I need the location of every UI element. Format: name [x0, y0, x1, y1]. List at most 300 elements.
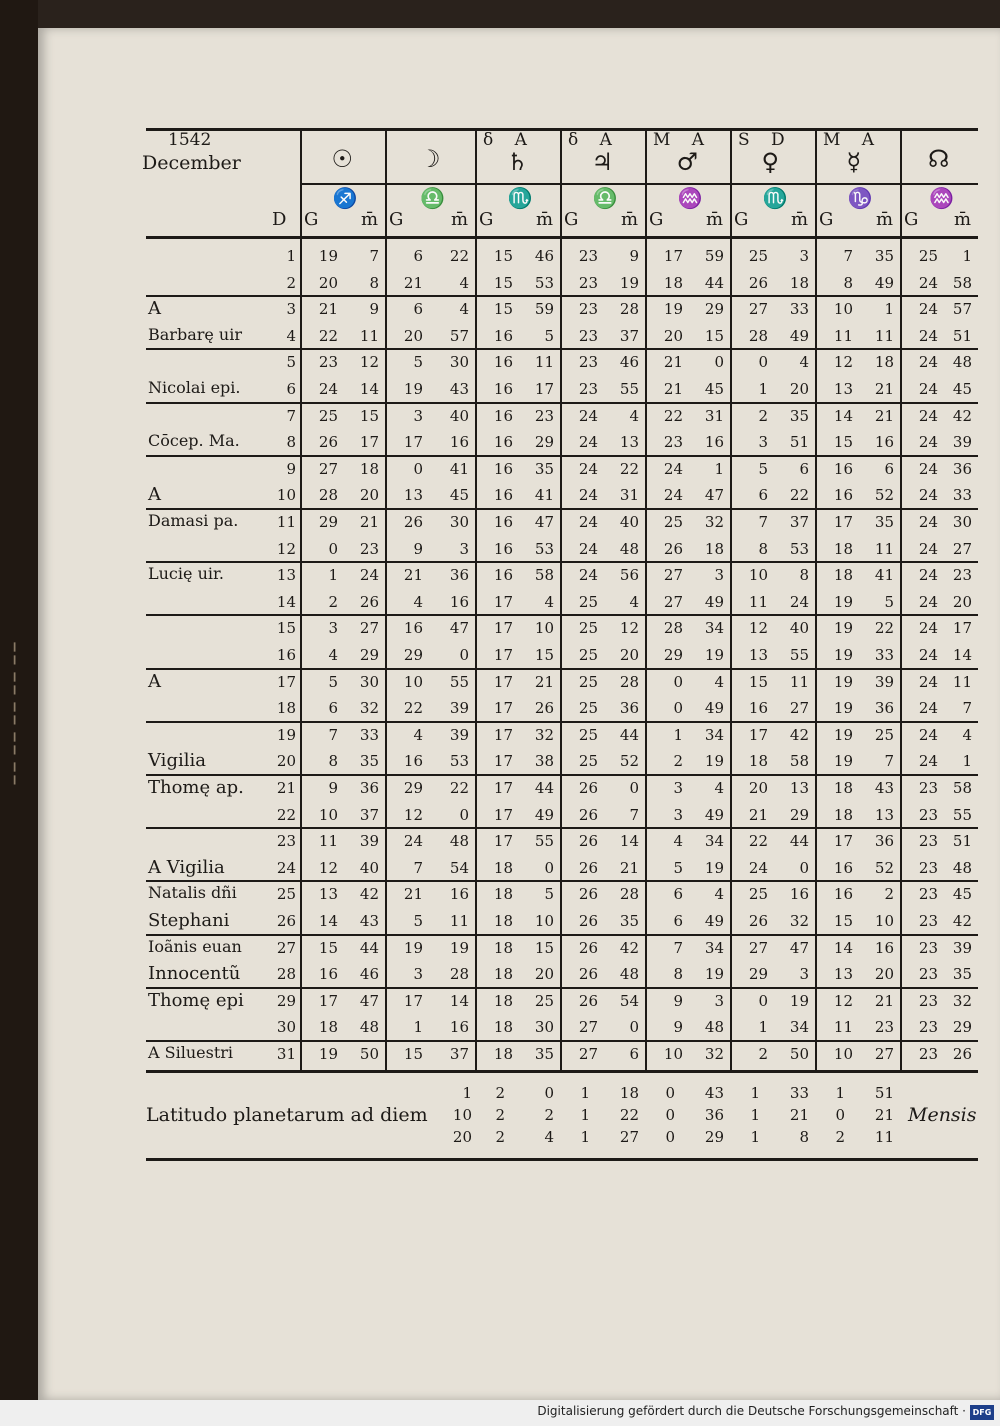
minutes-value: 16	[449, 885, 469, 904]
day-number: 12	[276, 539, 296, 558]
minutes-value: 44	[619, 725, 639, 744]
degrees-value: 17	[493, 779, 513, 797]
degrees-value: 26	[578, 858, 598, 877]
minutes-value: 52	[874, 858, 894, 877]
minutes-value: 40	[449, 406, 469, 425]
minutes-value: 23	[952, 566, 972, 585]
degrees-value: 24	[918, 300, 938, 319]
degrees-value: 5	[413, 353, 423, 372]
degrees-value: 18	[318, 1018, 338, 1037]
degrees-value: 16	[493, 459, 513, 478]
day-number: 31	[276, 1045, 296, 1063]
degrees-value: 6	[328, 699, 338, 718]
degrees-value: 17	[403, 991, 423, 1010]
minutes-value: 57	[449, 326, 469, 345]
minutes-value: 41	[874, 566, 894, 585]
minutes-value: 20	[874, 965, 894, 984]
feast-label: Damasi pa.	[148, 511, 239, 530]
day-number: 19	[276, 725, 296, 744]
latitude-minutes: 8	[799, 1127, 809, 1146]
degrees-value: 8	[673, 965, 683, 984]
minutes-value: 12	[359, 353, 379, 372]
degrees-value: 25	[578, 592, 598, 611]
minutes-value: 14	[619, 832, 639, 851]
unit-degree-label: G	[904, 209, 919, 230]
minutes-value: 19	[704, 858, 724, 877]
minutes-value: 7	[629, 805, 639, 824]
row-group-rule	[146, 774, 978, 776]
degrees-value: 24	[578, 513, 598, 531]
degrees-value: 15	[748, 672, 768, 691]
minutes-value: 30	[952, 513, 972, 531]
day-number: 22	[276, 805, 296, 824]
degrees-value: 16	[318, 965, 338, 984]
degrees-value: 24	[918, 433, 938, 452]
latitude-minutes: 51	[874, 1083, 894, 1102]
minutes-value: 8	[369, 273, 379, 292]
degrees-value: 4	[328, 646, 338, 664]
feast-label: A	[148, 670, 161, 692]
minutes-value: 35	[534, 1045, 554, 1063]
minutes-value: 5	[544, 326, 554, 345]
day-number: 17	[276, 672, 296, 691]
minutes-value: 38	[534, 752, 554, 771]
latitude-degrees: 1	[580, 1083, 590, 1102]
minutes-value: 19	[704, 752, 724, 771]
day-number: 8	[286, 433, 296, 452]
minutes-value: 16	[449, 592, 469, 611]
degrees-value: 19	[318, 1045, 338, 1063]
degrees-value: 29	[318, 513, 338, 531]
degrees-value: 7	[843, 247, 853, 265]
minutes-value: 15	[534, 646, 554, 664]
minutes-value: 1	[962, 752, 972, 771]
degrees-value: 2	[673, 752, 683, 771]
minutes-value: 10	[534, 619, 554, 638]
minutes-value: 20	[952, 592, 972, 611]
planet-symbol-icon: ♀	[761, 148, 780, 176]
minutes-value: 45	[952, 380, 972, 398]
degrees-value: 24	[748, 858, 768, 877]
minutes-value: 4	[459, 300, 469, 319]
minutes-value: 11	[874, 326, 894, 345]
zodiac-sign-icon: ♒	[929, 186, 954, 210]
rule-table-end	[146, 1070, 978, 1073]
minutes-value: 3	[799, 965, 809, 984]
degrees-value: 24	[918, 513, 938, 531]
minutes-value: 53	[789, 539, 809, 558]
minutes-value: 14	[952, 646, 972, 664]
degrees-value: 23	[578, 353, 598, 372]
degrees-value: 25	[578, 619, 598, 638]
degrees-value: 17	[493, 592, 513, 611]
degrees-value: 18	[493, 991, 513, 1010]
minutes-value: 16	[874, 433, 894, 452]
minutes-value: 51	[952, 832, 972, 851]
minutes-value: 33	[874, 646, 894, 664]
degrees-value: 17	[493, 619, 513, 638]
column-divider	[560, 131, 562, 1071]
degrees-value: 22	[403, 699, 423, 718]
degrees-value: 23	[918, 912, 938, 930]
unit-minute-label: m̄	[451, 209, 469, 230]
minutes-value: 27	[952, 539, 972, 558]
minutes-value: 48	[952, 353, 972, 372]
degrees-value: 20	[663, 326, 683, 345]
minutes-value: 32	[534, 725, 554, 744]
row-group-rule	[146, 455, 978, 457]
minutes-value: 40	[789, 619, 809, 638]
feast-label: A	[148, 298, 161, 320]
degrees-value: 24	[918, 646, 938, 664]
degrees-value: 24	[918, 273, 938, 292]
day-number: 15	[276, 619, 296, 638]
minutes-value: 47	[704, 486, 724, 505]
degrees-value: 2	[758, 406, 768, 425]
aspect-label: M A	[823, 130, 883, 150]
degrees-value: 24	[578, 566, 598, 585]
degrees-value: 21	[318, 300, 338, 319]
minutes-value: 5	[884, 592, 894, 611]
degrees-value: 3	[413, 406, 423, 425]
degrees-value: 2	[758, 1045, 768, 1063]
minutes-value: 55	[619, 380, 639, 398]
minutes-value: 29	[704, 300, 724, 319]
degrees-value: 26	[748, 912, 768, 930]
minutes-value: 11	[789, 672, 809, 691]
degrees-value: 23	[918, 858, 938, 877]
minutes-value: 21	[534, 672, 554, 691]
unit-degree-label: G	[389, 209, 404, 230]
degrees-value: 23	[578, 380, 598, 398]
degrees-value: 26	[578, 805, 598, 824]
degrees-value: 23	[663, 433, 683, 452]
planet-symbol-icon: ☽	[419, 145, 441, 173]
degrees-value: 22	[663, 406, 683, 425]
degrees-value: 4	[413, 592, 423, 611]
minutes-value: 7	[369, 247, 379, 265]
minutes-value: 19	[449, 938, 469, 957]
degrees-value: 6	[413, 300, 423, 319]
degrees-value: 16	[833, 885, 853, 904]
minutes-value: 53	[534, 539, 554, 558]
minutes-value: 48	[619, 539, 639, 558]
feast-label: A Vigilia	[148, 856, 225, 878]
minutes-value: 13	[789, 779, 809, 797]
degrees-value: 16	[493, 406, 513, 425]
degrees-value: 15	[493, 300, 513, 319]
degrees-value: 21	[403, 273, 423, 292]
footer-bar	[0, 1400, 1000, 1426]
minutes-value: 50	[789, 1045, 809, 1063]
degrees-value: 23	[918, 805, 938, 824]
minutes-value: 7	[962, 699, 972, 718]
minutes-value: 44	[534, 779, 554, 797]
degrees-value: 21	[403, 885, 423, 904]
latitude-minutes: 22	[619, 1105, 639, 1124]
degrees-value: 24	[578, 486, 598, 505]
day-number: 9	[286, 459, 296, 478]
latitude-degrees: 0	[835, 1105, 845, 1124]
latitude-minutes: 43	[704, 1083, 724, 1102]
minutes-value: 52	[874, 486, 894, 505]
latitude-degrees: 1	[750, 1105, 760, 1124]
degrees-value: 28	[318, 486, 338, 505]
minutes-value: 29	[952, 1018, 972, 1037]
day-number: 11	[276, 513, 296, 531]
degrees-value: 12	[318, 858, 338, 877]
degrees-value: 24	[318, 380, 338, 398]
day-number: 27	[276, 938, 296, 957]
minutes-value: 36	[874, 832, 894, 851]
minutes-value: 42	[619, 938, 639, 957]
minutes-value: 29	[359, 646, 379, 664]
latitude-degrees: 0	[665, 1083, 675, 1102]
degrees-value: 16	[833, 486, 853, 505]
degrees-value: 20	[748, 779, 768, 797]
day-number: 14	[276, 592, 296, 611]
minutes-value: 24	[789, 592, 809, 611]
latitude-day: 1	[462, 1083, 472, 1102]
footer-credit: Digitalisierung gefördert durch die Deutsche Forschungsgemeinschaft ·	[537, 1404, 966, 1418]
day-number: 24	[276, 858, 296, 877]
degrees-value: 10	[318, 805, 338, 824]
aspect-label: M A	[653, 130, 713, 150]
minutes-value: 28	[449, 965, 469, 984]
minutes-value: 34	[789, 1018, 809, 1037]
column-divider	[645, 131, 647, 1071]
minutes-value: 11	[952, 672, 972, 691]
degrees-value: 17	[748, 725, 768, 744]
minutes-value: 26	[952, 1045, 972, 1063]
minutes-value: 33	[952, 486, 972, 505]
minutes-value: 31	[704, 406, 724, 425]
day-number: 3	[286, 300, 296, 319]
minutes-value: 5	[544, 885, 554, 904]
degrees-value: 10	[663, 1045, 683, 1063]
degrees-value: 10	[403, 672, 423, 691]
degrees-value: 9	[673, 1018, 683, 1037]
degrees-value: 24	[578, 539, 598, 558]
feast-label: Innocentũ	[148, 963, 241, 985]
minutes-value: 28	[619, 672, 639, 691]
degrees-value: 24	[578, 433, 598, 452]
minutes-value: 17	[359, 433, 379, 452]
degrees-value: 25	[578, 752, 598, 771]
degrees-value: 9	[328, 779, 338, 797]
minutes-value: 18	[789, 273, 809, 292]
latitude-minutes: 36	[704, 1105, 724, 1124]
minutes-value: 35	[874, 513, 894, 531]
minutes-value: 34	[704, 619, 724, 638]
degrees-value: 12	[833, 991, 853, 1010]
degrees-value: 28	[748, 326, 768, 345]
degrees-value: 28	[663, 619, 683, 638]
day-number: 4	[286, 326, 296, 345]
degrees-value: 25	[318, 406, 338, 425]
minutes-value: 49	[704, 699, 724, 718]
latitude-minutes: 0	[544, 1083, 554, 1102]
degrees-value: 11	[748, 592, 768, 611]
feast-label: Nicolai epi.	[148, 378, 241, 397]
degrees-value: 16	[403, 752, 423, 771]
aspect-label: δ A	[568, 130, 620, 150]
degrees-value: 20	[318, 273, 338, 292]
feast-label: Barbarę uir	[148, 324, 242, 344]
latitude-degrees: 1	[835, 1083, 845, 1102]
minutes-value: 55	[789, 646, 809, 664]
degrees-value: 24	[918, 459, 938, 478]
row-group-rule	[146, 880, 978, 882]
degrees-value: 25	[578, 672, 598, 691]
degrees-value: 16	[493, 513, 513, 531]
minutes-value: 25	[534, 991, 554, 1010]
feast-label: Stephani	[148, 910, 230, 931]
degrees-value: 18	[493, 885, 513, 904]
degrees-value: 27	[578, 1018, 598, 1037]
book-spine	[0, 0, 38, 1426]
minutes-value: 14	[359, 380, 379, 398]
degrees-value: 26	[578, 832, 598, 851]
minutes-value: 16	[874, 938, 894, 957]
minutes-value: 34	[704, 938, 724, 957]
minutes-value: 3	[799, 247, 809, 265]
minutes-value: 49	[789, 326, 809, 345]
degrees-value: 23	[918, 1018, 938, 1037]
minutes-value: 55	[952, 805, 972, 824]
minutes-value: 53	[534, 273, 554, 292]
row-group-rule	[146, 348, 978, 350]
degrees-value: 18	[833, 539, 853, 558]
latitude-degrees: 1	[580, 1105, 590, 1124]
degrees-value: 17	[493, 725, 513, 744]
degrees-value: 25	[748, 885, 768, 904]
row-group-rule	[146, 1040, 978, 1042]
degrees-value: 17	[493, 699, 513, 718]
minutes-value: 1	[962, 247, 972, 265]
minutes-value: 1	[884, 300, 894, 319]
degrees-value: 26	[578, 779, 598, 797]
minutes-value: 30	[359, 672, 379, 691]
day-number: 28	[276, 965, 296, 984]
minutes-value: 36	[874, 699, 894, 718]
degrees-value: 19	[833, 725, 853, 744]
minutes-value: 16	[789, 885, 809, 904]
planet-symbol-icon: ♄	[506, 148, 529, 176]
latitude-minutes: 2	[544, 1105, 554, 1124]
minutes-value: 1	[714, 459, 724, 478]
degrees-value: 23	[918, 1045, 938, 1063]
minutes-value: 33	[789, 300, 809, 319]
degrees-value: 18	[663, 273, 683, 292]
degrees-value: 23	[918, 991, 938, 1010]
day-number: 7	[286, 406, 296, 425]
minutes-value: 34	[704, 725, 724, 744]
minutes-value: 43	[449, 380, 469, 398]
zodiac-sign-icon: ♎	[592, 186, 618, 210]
minutes-value: 4	[629, 406, 639, 425]
degrees-value: 1	[758, 380, 768, 398]
degrees-value: 29	[748, 965, 768, 984]
feast-label: Lucię uir.	[148, 564, 224, 584]
degrees-value: 15	[833, 433, 853, 452]
degrees-value: 13	[833, 965, 853, 984]
degrees-value: 10	[833, 1045, 853, 1063]
minutes-value: 30	[449, 513, 469, 531]
latitude-degrees: 2	[495, 1127, 505, 1146]
degrees-value: 14	[833, 938, 853, 957]
degrees-value: 23	[318, 353, 338, 372]
minutes-value: 22	[449, 247, 469, 265]
degrees-value: 0	[673, 699, 683, 718]
degrees-value: 14	[833, 406, 853, 425]
minutes-value: 28	[619, 300, 639, 319]
degrees-value: 19	[833, 672, 853, 691]
degrees-value: 17	[663, 247, 683, 265]
latitude-label: Latitudo planetarum ad diem	[146, 1103, 428, 1126]
degrees-value: 17	[493, 672, 513, 691]
degrees-value: 1	[673, 725, 683, 744]
column-divider	[815, 131, 817, 1071]
degrees-value: 19	[833, 646, 853, 664]
minutes-value: 20	[619, 646, 639, 664]
degrees-value: 0	[328, 539, 338, 558]
minutes-value: 22	[789, 486, 809, 505]
day-number: 20	[276, 752, 296, 771]
day-number: 21	[276, 779, 296, 797]
minutes-value: 4	[544, 592, 554, 611]
minutes-value: 59	[704, 247, 724, 265]
row-group-rule	[146, 987, 978, 989]
degrees-value: 2	[328, 592, 338, 611]
degrees-value: 25	[578, 646, 598, 664]
minutes-value: 19	[619, 273, 639, 292]
degrees-value: 1	[328, 566, 338, 585]
aspect-label: S D	[738, 130, 793, 150]
minutes-value: 39	[449, 699, 469, 718]
minutes-value: 6	[799, 459, 809, 478]
minutes-value: 43	[359, 912, 379, 930]
degrees-value: 26	[578, 991, 598, 1010]
degrees-value: 21	[663, 380, 683, 398]
minutes-value: 54	[619, 991, 639, 1010]
column-divider	[385, 131, 387, 1071]
degrees-value: 13	[833, 380, 853, 398]
minutes-value: 3	[714, 566, 724, 585]
degrees-value: 29	[663, 646, 683, 664]
degrees-value: 16	[493, 326, 513, 345]
degrees-value: 19	[318, 247, 338, 265]
minutes-value: 21	[874, 406, 894, 425]
minutes-value: 0	[629, 779, 639, 797]
minutes-value: 10	[874, 912, 894, 930]
degrees-value: 9	[413, 539, 423, 558]
degrees-value: 24	[918, 406, 938, 425]
minutes-value: 17	[534, 380, 554, 398]
degrees-value: 15	[318, 938, 338, 957]
minutes-value: 6	[884, 459, 894, 478]
degrees-value: 25	[663, 513, 683, 531]
day-number: 2	[286, 273, 296, 292]
degrees-value: 13	[403, 486, 423, 505]
minutes-value: 18	[874, 353, 894, 372]
minutes-value: 15	[359, 406, 379, 425]
minutes-value: 32	[704, 513, 724, 531]
degrees-value: 24	[918, 380, 938, 398]
minutes-value: 44	[789, 832, 809, 851]
degrees-value: 13	[748, 646, 768, 664]
minutes-value: 15	[534, 938, 554, 957]
